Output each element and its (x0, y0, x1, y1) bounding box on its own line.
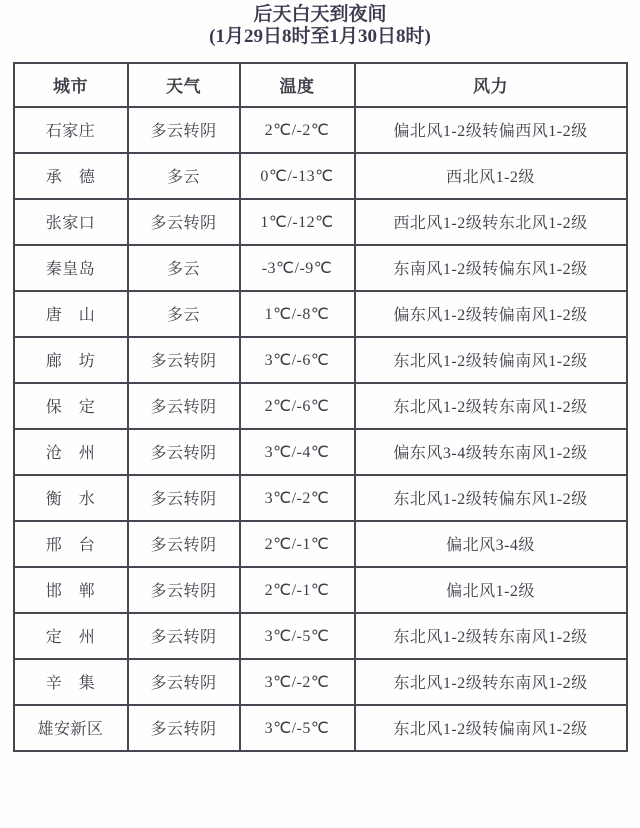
wind-cell: 东北风1-2级转东南风1-2级 (355, 383, 627, 429)
city-cell: 唐 山 (14, 291, 128, 337)
wind-cell: 东北风1-2级转东南风1-2级 (355, 659, 627, 705)
weather-cell: 多云转阴 (128, 429, 240, 475)
wind-cell: 偏北风1-2级 (355, 567, 627, 613)
weather-cell: 多云转阴 (128, 475, 240, 521)
forecast-table (13, 62, 628, 752)
table-row (14, 429, 627, 475)
city-cell: 辛 集 (14, 659, 128, 705)
weather-cell: 多云转阴 (128, 337, 240, 383)
temperature-cell: 2℃/-6℃ (240, 383, 355, 429)
wind-cell: 西北风1-2级转东北风1-2级 (355, 199, 627, 245)
weather-cell: 多云 (128, 153, 240, 199)
weather-cell: 多云转阴 (128, 567, 240, 613)
weather-cell: 多云转阴 (128, 521, 240, 567)
city-cell: 邢 台 (14, 521, 128, 567)
header-wind: 风力 (355, 63, 627, 107)
header-city: 城市 (14, 63, 128, 107)
temperature-cell: 3℃/-2℃ (240, 475, 355, 521)
wind-cell: 偏北风1-2级转偏西风1-2级 (355, 107, 627, 153)
wind-cell: 偏北风3-4级 (355, 521, 627, 567)
wind-cell: 东北风1-2级转东南风1-2级 (355, 613, 627, 659)
temperature-cell: 3℃/-6℃ (240, 337, 355, 383)
table-row (14, 567, 627, 613)
page-title (0, 0, 640, 49)
city-cell: 秦皇岛 (14, 245, 128, 291)
city-cell: 石家庄 (14, 107, 128, 153)
table-row (14, 291, 627, 337)
temperature-cell: -3℃/-9℃ (240, 245, 355, 291)
wind-cell: 偏东风3-4级转东南风1-2级 (355, 429, 627, 475)
temperature-cell: 3℃/-4℃ (240, 429, 355, 475)
temperature-cell: 2℃/-2℃ (240, 107, 355, 153)
city-cell: 承 德 (14, 153, 128, 199)
wind-cell: 东北风1-2级转偏东风1-2级 (355, 475, 627, 521)
city-cell: 定 州 (14, 613, 128, 659)
temperature-cell: 3℃/-2℃ (240, 659, 355, 705)
table-row (14, 659, 627, 705)
wind-cell: 东北风1-2级转偏南风1-2级 (355, 705, 627, 751)
temperature-cell: 2℃/-1℃ (240, 521, 355, 567)
wind-cell: 西北风1-2级 (355, 153, 627, 199)
title-line1: 后天白天到夜间 (253, 4, 387, 25)
title-line2: (1月29日8时至1月30日8时) (209, 26, 431, 48)
table-row (14, 107, 627, 153)
table-row (14, 613, 627, 659)
temperature-cell: 0℃/-13℃ (240, 153, 355, 199)
weather-cell: 多云转阴 (128, 613, 240, 659)
weather-cell: 多云转阴 (128, 659, 240, 705)
city-cell: 保 定 (14, 383, 128, 429)
table-row (14, 337, 627, 383)
temperature-cell: 2℃/-1℃ (240, 567, 355, 613)
city-cell: 沧 州 (14, 429, 128, 475)
temperature-cell: 3℃/-5℃ (240, 613, 355, 659)
city-cell: 雄安新区 (14, 705, 128, 751)
weather-cell: 多云转阴 (128, 199, 240, 245)
table-row (14, 521, 627, 567)
header-weather: 天气 (128, 63, 240, 107)
header-temperature: 温度 (240, 63, 355, 107)
table-header-row (14, 63, 627, 107)
table-row (14, 475, 627, 521)
city-cell: 张家口 (14, 199, 128, 245)
table-row (14, 199, 627, 245)
weather-cell: 多云 (128, 291, 240, 337)
wind-cell: 偏东风1-2级转偏南风1-2级 (355, 291, 627, 337)
wind-cell: 东北风1-2级转偏南风1-2级 (355, 337, 627, 383)
weather-cell: 多云转阴 (128, 383, 240, 429)
temperature-cell: 3℃/-5℃ (240, 705, 355, 751)
city-cell: 衡 水 (14, 475, 128, 521)
weather-cell: 多云转阴 (128, 705, 240, 751)
table-row (14, 383, 627, 429)
temperature-cell: 1℃/-8℃ (240, 291, 355, 337)
weather-cell: 多云转阴 (128, 107, 240, 153)
temperature-cell: 1℃/-12℃ (240, 199, 355, 245)
table-row (14, 245, 627, 291)
table-row (14, 705, 627, 751)
table-row (14, 153, 627, 199)
city-cell: 廊 坊 (14, 337, 128, 383)
weather-cell: 多云 (128, 245, 240, 291)
wind-cell: 东南风1-2级转偏东风1-2级 (355, 245, 627, 291)
city-cell: 邯 郸 (14, 567, 128, 613)
